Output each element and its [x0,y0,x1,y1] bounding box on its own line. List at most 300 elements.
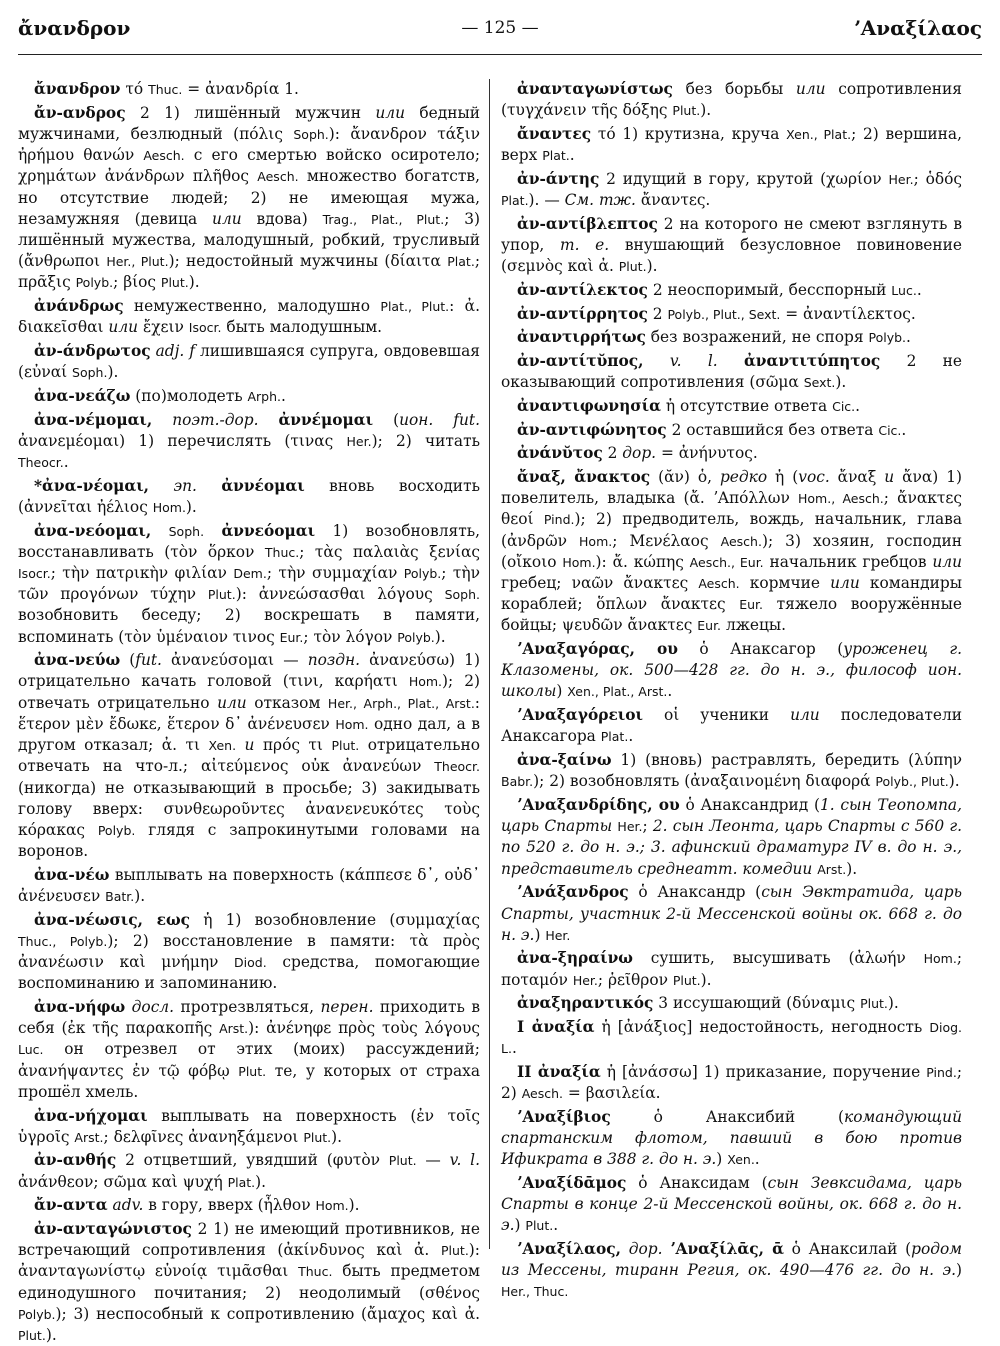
entry-text: множество богатств, но отсутствие людей; 2) не имеющая мужа, незамужняя (девица [18,167,480,228]
italic-note: или [795,80,826,98]
source-citation: Thuc., Polyb. [18,933,108,949]
entry-text: одно дал, а в другом отказал; ἀ. τι [18,714,481,755]
entry-text: гребец; ναῶν ἄνακτες [501,573,699,592]
headword: ἄναντες [517,124,592,143]
entry-text: 2 отцветший, увядший (φυτὸν [116,1151,389,1170]
headword: ἀννεόομαι [221,521,316,540]
dictionary-entry [18,1150,480,1192]
italic-note: поздн. [307,651,361,670]
source-citation: Thuc. [148,82,183,97]
italic-note: и [884,467,895,486]
entry-text: ( [120,651,136,670]
entry-text: ἔχειν [138,318,189,337]
italic-note: ион. fut. [399,410,480,429]
entry-text: ). [134,887,146,906]
entry-text [152,411,172,429]
entry-text: отказом [246,693,328,712]
dictionary-entry [18,1106,480,1148]
entry-text: ). [348,1196,360,1215]
source-citation: Plat. [542,148,570,164]
source-citation: Cic. [832,398,856,414]
italic-note: 1. сын Теопомпа, царь Спарты [501,796,962,836]
entry-text: ἡ [ἀνάσσω] 1) приказание, поручение [600,1062,927,1081]
source-citation: Her., Plut. [106,254,169,270]
entry-text: τό [120,80,149,98]
dictionary-entry [501,993,962,1014]
italic-note: или [375,103,405,122]
entry-text: = ἀνήνυτος. [656,444,758,463]
headword: ἀνα-ξηραίνω [517,949,633,968]
source-citation: Hom. [315,1198,349,1214]
headword: ἄν-αντα [34,1196,108,1215]
dictionary-entry [18,650,480,862]
entry-text: (по)молодеть [130,386,248,405]
entry-text: ). — [528,191,565,210]
page-header [18,14,982,55]
entry-text: ) [534,925,546,944]
entry-text [718,352,744,370]
source-citation: Polyb. [397,629,435,645]
source-citation: Pind. [926,1064,957,1080]
entry-text: ): ἀνένηφε πρὸς τοὺς λόγους [248,1019,480,1038]
entry-text: = ἀναντίλεκτος. [780,304,916,323]
headword: ἀναντιτύπητος [743,351,881,370]
source-citation: Hom. [579,533,613,549]
source-citation: Hom. [408,674,443,690]
entry-text: 2 неоспоримый, бесспорный [647,280,892,299]
italic-note: adv. [112,1196,144,1215]
source-citation: Plut. [440,1243,469,1259]
entry-text: ἀνανεμέομαι) 1) перечислять (τινας [18,431,347,450]
source-citation: Aesch. [521,1086,564,1102]
entry-text: ( [373,410,400,429]
entry-text: сушить, высушивать (ἀλωήν [632,949,924,968]
source-citation: Diod. [234,955,267,971]
headword: ἀνα-νεύω [34,651,121,670]
entry-text: ; 2) [501,1062,963,1103]
entry-text: вновь восходить (ἀννεῖται ἠέλιος [18,476,480,516]
entry-text: ; ὁδός [913,169,962,188]
entry-text: ); 2) возобновлять (ἀναξαινομένη διαφορά [533,772,876,791]
source-citation: Soph. [293,126,329,142]
entry-text: . [63,452,69,471]
headword: ἀν-αντίβλεπτος [517,214,658,233]
source-citation: Polyb. [18,1306,56,1322]
source-citation: Diog. L. [501,1020,962,1057]
source-citation: Plat. [227,1174,256,1190]
entry-text: ). [331,1127,343,1146]
headword: ἀνανταγωνίστως [517,80,673,98]
headword: ʼΑναξανδρίδης, ου [517,796,680,814]
source-citation: Hom. [562,554,596,570]
dictionary-entry [18,997,480,1103]
dictionary-entry [501,467,962,637]
entry-text: ) [716,1150,728,1169]
entry-text: ); 3) неспособный к сопротивлению (ἄμαχος καὶ ἀ. [55,1304,480,1323]
source-citation: Arst. [219,1021,249,1037]
dictionary-entry [18,79,480,100]
entry-text: ). [846,859,858,878]
dictionary-entry [501,304,962,325]
source-citation: Her., Thuc. [501,1284,569,1300]
dictionary-entry [501,443,962,464]
italic-note: См. тж. [564,191,636,210]
source-citation: Hom. [923,951,957,967]
source-citation: Polyb. [75,275,114,291]
headword: ἀναξηραντικός [517,994,654,1013]
italic-note: т. е. [560,235,610,254]
source-citation: Plut. [238,1063,267,1079]
entry-text: ). [700,970,712,989]
entry-text: 1) возобновлять, восстанавливать (τὸν ὅρκον [18,521,480,561]
italic-note: adj. f [155,341,195,360]
entry-text: 1) (вновь) растравлять, бередить (λύπην [611,751,962,770]
source-citation: Babr. [501,774,534,790]
source-citation: Hom. [152,499,186,515]
entry-text: 2 оставшийся без ответа [666,420,879,439]
dictionary-entry [18,865,480,907]
dictionary-entry [501,280,962,301]
entry-text: 2 идущий в гору, крутой (χωρίον [599,169,889,188]
italic-note: или [830,573,860,592]
entry-text: 2 1) лишённый мужчин [125,103,376,122]
entry-text: глядя с запрокинутыми головами на воронов. [18,820,480,861]
source-citation: Plut. [618,259,647,275]
source-citation: Plat. [501,193,529,209]
headword: ἀνα-νεόομαι, [34,521,152,540]
source-citation: Arph. [247,388,282,404]
dictionary-entry [18,296,480,338]
entry-text: быть малодушным. [221,318,383,337]
entry-text: ὁ Анаксандр ( [628,883,762,902]
entry-text: отрицательно отвечать на что-л.; αἰτεύμενος οὐκ ἀνανεύων [18,736,480,776]
source-citation: Trag., Plat., Plut. [322,211,445,227]
entry-text: οἱ ученики [642,706,791,725]
headword: ʼΑναξίλαος, [517,1240,622,1259]
entry-text: ; βίος [113,273,161,292]
headword: ʼΑναξίβιος [517,1107,611,1126]
italic-note: voc. [798,467,830,486]
source-citation: Polyb. [868,330,907,346]
source-citation: Aesch. [698,575,740,591]
source-citation: Eur. [739,597,764,613]
headword: ἀν-αντίλεκτος [517,280,648,299]
dictionary-entry [501,882,962,946]
entry-text: ). [835,373,847,392]
headword: ἄναξ, ἄνακτος [517,467,651,486]
source-citation: Soph. [168,523,205,539]
source-citation: Thuc. [264,544,300,560]
entry-text [151,522,168,540]
dictionary-entry [501,351,962,393]
italic-note: редко [719,467,768,486]
source-citation: Polyb., Plut., Sext. [667,306,781,322]
entry-text: ); 3) хозяин, господин (οἴκοιο [501,531,962,571]
entry-text: ; πρᾶξις [18,252,480,292]
entry-text: ἄναντες. [635,191,711,210]
entry-text: ὁ Анаксидам ( [626,1173,768,1192]
italic-note: или [217,693,247,712]
dictionary-entry [501,705,962,747]
headword: ἀν-άντης [517,169,600,188]
entry-text: τό 1) крутизна, круча [591,124,787,143]
entry-text: ). [188,273,200,292]
source-citation: Soph. [444,587,480,603]
italic-note: поэт.-дор. [172,410,259,429]
dictionary-entry [18,410,480,474]
entry-text: ἡ ( [767,467,799,486]
headword: ἀν-αντίτῠπος, [517,351,644,370]
italic-note: командующий спартанским флотом, павший в бою против Ификрата в 388 г. до н. э. [501,1107,962,1169]
dictionary-entry [501,750,962,792]
dictionary-entry [18,910,480,995]
entry-text [258,411,278,429]
source-citation: Isocr. [18,565,51,581]
source-citation: Aesch. [720,533,762,549]
dictionary-entry [501,639,962,703]
source-citation: Plut. [160,275,189,291]
entry-text: командиры кораблей; ὅπλων ἄνακτες [501,573,962,614]
entry-text: ἡ 1) возобновление (συμμαχίας [190,910,480,929]
entry-text: — [416,1151,450,1170]
source-citation: Plut. [672,972,701,988]
source-citation: Plat. [600,729,629,745]
source-citation: Her. [346,433,372,449]
entry-text: ) [514,1216,526,1235]
dictionary-entry [501,124,962,166]
dictionary-entry [18,476,480,518]
entry-text [197,477,221,495]
dictionary-entry [501,396,962,417]
page-number: — 125 — [461,18,539,38]
headword: ἀνα-νέω [34,865,110,884]
source-citation: Luc. [18,1042,44,1058]
entry-text: тяжело вооружённые бойцы; ψευδῶν ἄνακτες [501,595,962,635]
italic-note: или [790,706,820,725]
italic-note: v. l. [449,1151,480,1170]
entry-text: ). [434,627,446,646]
entry-text: ). [255,1172,267,1191]
headword: ἀναντιρρήτως [517,328,646,347]
entry-text: ); 2) предводитель, вождь, начальник, глава (ἀνδρῶν [501,510,962,550]
entry-text: 2 не оказывающий сопротивления (σῶμα [501,351,962,392]
source-citation: Dem. [233,565,267,581]
source-citation: Plat., Plut. [380,299,450,315]
italic-note: или [932,552,962,571]
italic-note: дор. [622,444,657,463]
entry-text: выплывать на поверхность (κάππεσε δ᾽, οὐδ᾽ ἀνένευσεν [18,865,480,906]
entry-text: ἄνα) 1) повелитель, владыка (ἄ. ʼΑπόλλων [501,467,963,508]
headword: ʼΑναξαγόρειοι [517,706,643,725]
source-citation: Eur. [697,618,722,634]
entry-text: ): ἄ. κώπης [595,552,690,571]
source-citation: Plat. [447,254,475,270]
entry-text: . [754,1150,760,1169]
headword: *ἀνα-νέομαι, [34,476,150,495]
entry-text: ; ῥεῖθρον [597,970,673,989]
source-citation: Aesch. [257,169,299,185]
right-column [490,79,963,1300]
entry-text: средства, помогающие воспоминанию и запоминанию. [18,953,480,993]
entry-text: . [855,396,861,415]
entry-text: быть предметом единодушного почитания; 2) неодолимый (σθένος [18,1262,480,1302]
entry-text: ). [887,994,899,1013]
source-citation: Arst. [74,1129,104,1145]
entry-text: ὁ Анаксибий ( [610,1107,844,1126]
headword: ἀν-ανθής [34,1151,117,1170]
entry-text: : ἕτερον μὲν ἔδωκε, ἕτερον δ᾽ ἀνένευσεν [18,693,480,733]
source-citation: Polyb. [403,565,442,581]
headword: ἄνανδρον [34,80,121,98]
entry-text: (никогда) не отказывающий в просьбе; 3) закидывать голову вверх: συνθεωροῦντες ἀνανενευκότες τοὺς κόρακας [18,778,480,839]
entry-text: ἀνανεύσομαι — [161,651,308,670]
columns [18,79,982,1345]
source-citation: Her. [617,819,643,835]
headword: ἀνα-νέωσις, εως [34,910,191,929]
source-citation: Cic. [878,422,902,438]
entry-text: = ἀνανδρία 1. [182,80,299,98]
entry-text: ). [700,101,712,120]
entry-text: ): ἀννεώσασθαι λόγους [235,585,445,604]
entry-text: ). [646,257,658,276]
left-column [18,79,490,1345]
italic-note: и [244,736,255,755]
entry-text: ; τὰς παλαιὰς ξενίας [299,542,480,561]
entry-text: . [901,420,907,439]
dictionary-entry [501,1017,962,1059]
entry-text [204,522,221,540]
entry-text [149,477,173,495]
entry-text: ὁ Анаксагор ( [677,640,844,659]
entry-text: . [553,1216,559,1235]
entry-text: . [667,682,673,701]
source-citation: Plut. [303,1129,332,1145]
source-citation: Aesch. [143,148,185,164]
source-citation: Theocr. [434,759,480,775]
headword: ἀνα-νήχομαι [34,1106,148,1125]
headword: ἀνάνδρως [34,297,124,316]
entry-text: ; ποταμόν [501,949,962,989]
source-citation: Polyb. [97,822,136,838]
entry-text: ); недостойный мужчины (δίαιτα [168,252,448,271]
headword: ἄν-ανδρος [34,103,126,122]
entry-text: ἀνάνθεον; σῶμα καὶ ψυχή [18,1172,228,1191]
entry-text: приходить в себя (ἐκ τῆς παρακοπῆς [18,998,480,1038]
headword: ἀν-άνδρωτος [34,341,151,360]
source-citation: Thuc. [298,1264,333,1280]
entry-text: 2 [647,304,668,323]
italic-note: перен. [320,998,374,1017]
entry-text: ; δελφῖνες ἀνανηξάμενοι [103,1127,304,1146]
entry-text: ἄναξ [829,467,885,486]
source-citation: Luc. [891,282,917,298]
source-citation: Arst. [817,861,847,877]
entry-text [644,352,670,370]
source-citation: Pind. [543,512,575,528]
entry-text: протрезвляться, [174,998,321,1017]
entry-text: ; [642,817,653,836]
entry-text: ὁ Анаксилай ( [783,1240,912,1259]
headword: ἀνα-νήφω [34,998,126,1017]
entry-text: лжецы. [721,616,787,635]
entry-text: ): ἄνανδρον τάξιν ἠρήμου θανών [18,124,480,165]
entry-text: без возражений, не споря [645,328,869,347]
dictionary-entry [501,948,962,990]
entry-text: те, у которых от страха прошёл хмель. [18,1061,480,1101]
dictionary-entry [501,1173,962,1237]
entry-text: ) [955,1261,962,1280]
italic-note: 2. сын Леонта, царь Спарты с 560 г. по 520 г. до н. э.; 3. афинский драматург IV в. до н. э., представитель среднеатт. комедии [501,817,962,878]
dictionary-entry [501,420,962,441]
italic-note: сын Эвктратида, царь Спарты, участник 2-й Мессенской войны ок. 668 г. до н. э. [501,883,962,944]
source-citation: Polyb., Plut. [875,774,949,790]
entry-text: ); 2) восстановление в памяти: τὰ πρὸς ἀνανέωσιν καὶ μνήμην [18,931,480,972]
entry-text: ; τὸν λόγον [303,627,398,646]
entry-text: ). [107,363,119,382]
dictionary-entry [18,386,480,407]
dictionary-entry [501,1062,962,1104]
italic-note: досл. [131,998,175,1017]
italic-note: сын Зевксидама, царь Спарты в конце 2-й Мессенской войны, ок. 668 г. до н. э. [501,1173,962,1235]
entry-text: ἡ [ἀνάξιος] недостойность, негодность [594,1018,930,1037]
italic-note: или [212,209,242,228]
dictionary-entry [18,1219,480,1346]
entry-text: ἀνανεύσω) 1) отрицательно качать головой (τινι, καρήατι [18,651,480,691]
headword: ʼΑναξίλᾱς, ᾱ [670,1240,784,1259]
dictionary-entry [501,327,962,348]
source-citation: Her. [545,927,571,943]
entry-text: немужественно, малодушно [123,297,381,316]
entry-text: внушающий безусловное повиновение (σεμνὸς καὶ ἀ. [501,235,962,276]
headword: ἀννέομαι [221,476,305,495]
source-citation: Soph. [72,365,108,381]
headword: II ἀναξία [517,1062,601,1081]
dictionary-entry [501,169,962,211]
dictionary-entry [501,1239,962,1303]
source-citation: Theocr. [18,454,64,470]
source-citation: Xen., Plat. [786,126,852,142]
entry-text: . [916,280,922,299]
headword: ἀνα-ξαίνω [517,751,612,770]
source-citation: Xen. [727,1152,755,1168]
source-citation: Xen., Plat., Arst. [567,684,668,700]
entry-text: он отрезвел от этих (моих) рассуждений; ἀνανήψαντες ἐν τῷ φόβῳ [18,1040,480,1080]
entry-text: вдова) [241,209,323,228]
entry-text [236,736,244,754]
source-citation: Hom. [335,716,369,732]
entry-text: ; τὴν τῶν προγόνων τύχην [18,563,481,604]
entry-text: выплывать на поверхность (ἐν τοῖς ὑγροῖς [18,1106,480,1146]
headword: ʼΑναξίδᾱμος [517,1173,627,1192]
entry-text: (ᾰν) ὁ, [650,467,720,486]
header-last-headword: ʼΑναξίλαος [853,16,982,40]
entry-text: ): ἀνανταγωνίστῳ εὐνοίᾳ τιμᾶσθαι [18,1241,480,1281]
entry-text: ; Μενέλαος [612,531,721,550]
entry-text: = βασιλεία. [563,1084,661,1103]
dictionary-entry [501,795,962,880]
entry-text: ) [556,682,568,701]
headword: ἀναντιφωνησία [517,396,661,415]
source-citation: Plut. [860,996,888,1012]
entry-text: 3 иссушающий (δύναμις [653,994,861,1013]
source-citation: Sext. [803,375,836,391]
headword: ʼΑναξαγόρας, ου [517,640,678,659]
entry-text: ; τὴν συμμαχίαν [266,563,404,582]
source-citation: Her. [888,171,914,187]
source-citation: Plut. [388,1153,417,1169]
source-citation: Plut. [672,103,701,119]
headword: ἀν-ανταγώνιστος [34,1220,192,1239]
